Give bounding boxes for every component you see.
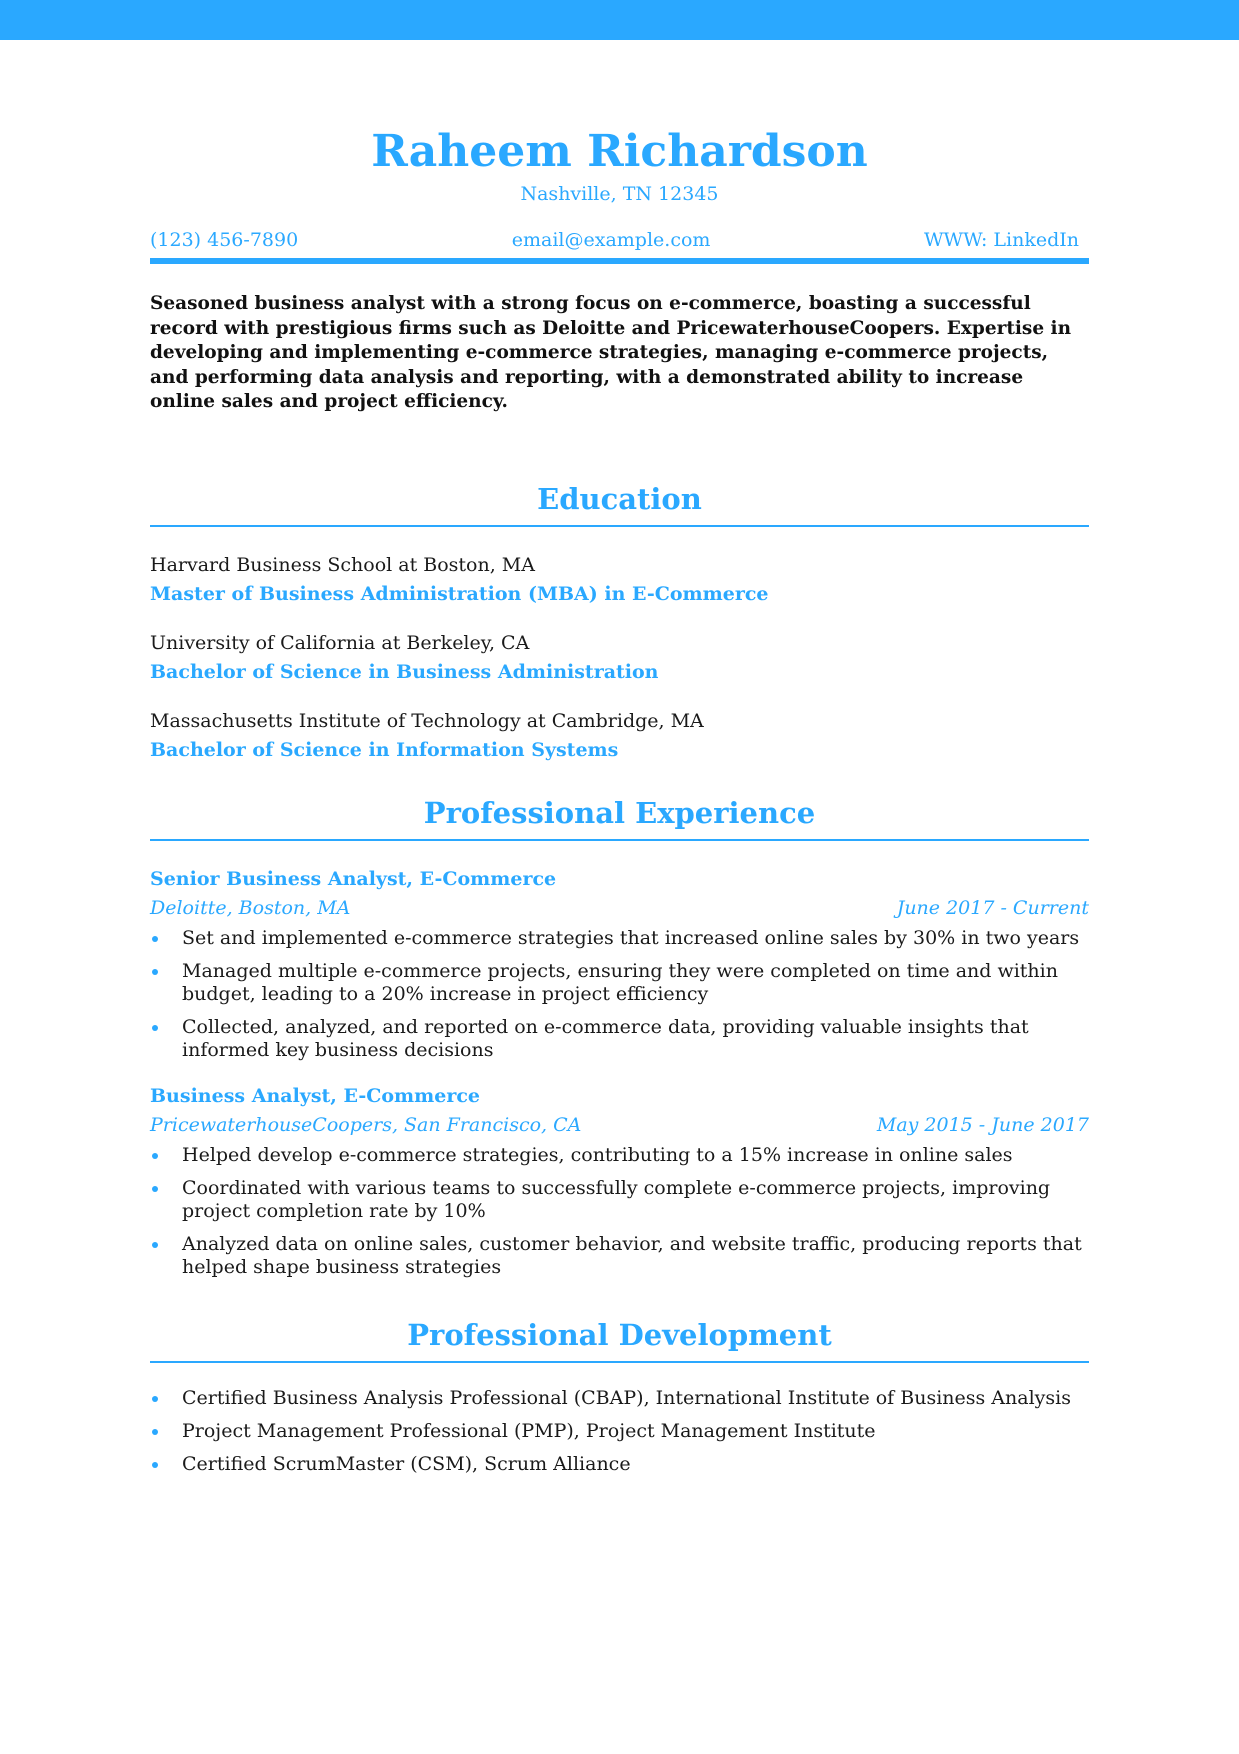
bullet-icon [152,969,158,975]
contact-row [150,228,1089,252]
school: University of California at Berkeley, CA [150,631,530,654]
bullet-icon [152,1429,158,1435]
bullet-item [150,1177,1089,1223]
job-title: Business Analyst, E-Commerce [150,1084,481,1107]
bullet-text: Analyzed data on online sales, customer behavior, and website traffic, producing reports that helped shape business strategies [182,1232,1082,1278]
education-item [150,629,1089,687]
experience-section [150,795,1089,1279]
resume-page [150,40,1089,1486]
bullet-icon [152,936,158,942]
bullet-text: Set and implemented e-commerce strategies that increased online sales by 30% in two years [182,926,1080,949]
development-section [150,1317,1089,1476]
bullet-item [150,927,1089,950]
bullet-text: Helped develop e-commerce strategies, contributing to a 15% increase in online sales [182,1143,1013,1166]
degree: Bachelor of Science in Business Administration [150,660,659,683]
bullet-icon [152,1186,158,1192]
bullet-icon [152,1025,158,1031]
dates: June 2017 - Current [896,896,1089,919]
bullet-item [150,1233,1089,1279]
company: Deloitte, Boston, MA [150,896,351,919]
section-title-experience: Professional Experience [423,795,816,830]
bullet-icon [152,1462,158,1468]
header-divider [150,258,1089,264]
experience-divider [150,839,1089,841]
school: Harvard Business School at Boston, MA [150,553,535,576]
bullet-text: Certified Business Analysis Professional (CBAP), International Institute of Business Analysis [182,1386,1071,1409]
education-section [150,481,1089,765]
address: Nashville, TN 12345 [520,183,719,205]
job-entry [150,1082,1089,1279]
phone: (123) 456-7890 [150,229,299,251]
linkedin-link[interactable]: WWW: LinkedIn [924,229,1079,251]
bullet-text: Certified ScrumMaster (CSM), Scrum Alliance [182,1452,631,1475]
education-item [150,551,1089,609]
summary: Seasoned business analyst with a strong focus on e-commerce, boasting a successful record with prestigious firms such as Deloitte and PricewaterhouseCoopers. Expertise in developing and implementing e-commerce strategies, managing e-commerce projects, and performing data analysis and reporting, with a demonstrated ability to increase online sales and project efficiency. [150,293,1072,412]
bullet-item [150,1144,1089,1167]
section-title-education: Education [537,481,702,516]
education-divider [150,525,1089,527]
education-list [150,551,1089,765]
bullet-item [150,1420,1089,1443]
development-divider [150,1361,1089,1363]
candidate-name: Raheem Richardson [371,126,868,177]
development-list [150,1387,1089,1476]
bullet-item [150,960,1089,1006]
degree: Master of Business Administration (MBA) in E-Commerce [150,582,769,605]
dates: May 2015 - June 2017 [876,1113,1089,1136]
degree: Bachelor of Science in Information Systems [150,738,619,761]
bullet-text: Coordinated with various teams to successfully complete e-commerce projects, improving project completion rate by 10% [182,1176,1051,1222]
education-item [150,707,1089,765]
top-accent-bar [0,0,1239,40]
job-meta [150,894,1089,923]
section-title-development: Professional Development [407,1317,832,1352]
job-title: Senior Business Analyst, E-Commerce [150,867,557,890]
school: Massachusetts Institute of Technology at Cambridge, MA [150,709,704,732]
bullet-icon [152,1396,158,1402]
job-entry [150,865,1089,1062]
bullet-item [150,1016,1089,1062]
bullet-item [150,1453,1089,1476]
bullet-text: Project Management Professional (PMP), Project Management Institute [182,1419,876,1442]
bullet-text: Collected, analyzed, and reported on e-commerce data, providing valuable insights that informed key business decisions [182,1015,1029,1061]
bullet-icon [152,1153,158,1159]
job-meta [150,1111,1089,1140]
bullet-icon [152,1242,158,1248]
email-link[interactable]: email@example.com [511,229,711,251]
job-bullets [150,927,1089,1062]
job-bullets [150,1144,1089,1279]
bullet-item [150,1387,1089,1410]
bullet-text: Managed multiple e-commerce projects, ensuring they were completed on time and within budget, leading to a 20% increase in project efficiency [182,959,1058,1005]
company: PricewaterhouseCoopers, San Francisco, CA [150,1113,582,1136]
